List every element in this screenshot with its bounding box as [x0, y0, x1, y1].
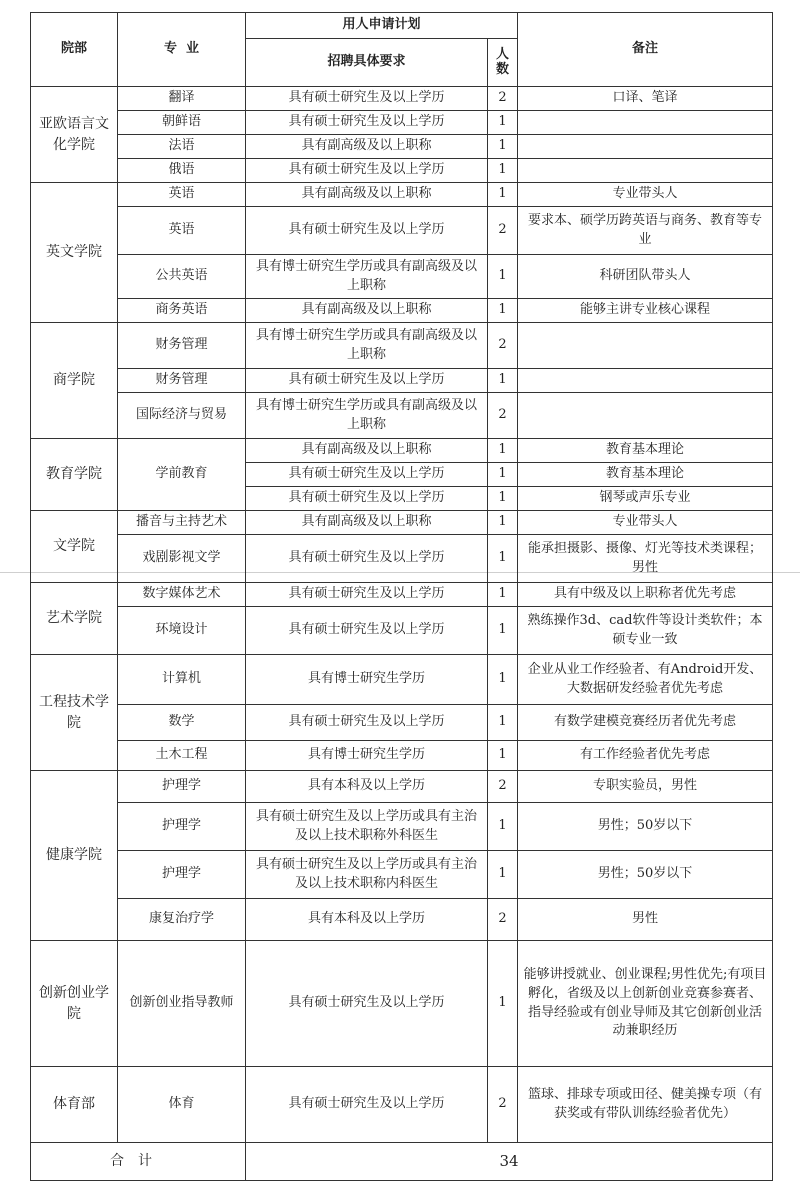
- count-cell: 1: [488, 463, 518, 487]
- requirement-cell: 具有硕士研究生及以上学历: [246, 159, 488, 183]
- requirement-cell: 具有硕士研究生及以上学历: [246, 583, 488, 607]
- count-cell: 1: [488, 255, 518, 299]
- requirement-cell: 具有硕士研究生及以上学历: [246, 369, 488, 393]
- note-cell: 能承担摄影、摄像、灯光等技术类课程；男性: [518, 535, 773, 583]
- note-cell: 有工作经验者优先考虑: [518, 741, 773, 771]
- requirement-cell: 具有本科及以上学历: [246, 771, 488, 803]
- note-cell: [518, 323, 773, 369]
- count-cell: 1: [488, 607, 518, 655]
- count-cell: 1: [488, 803, 518, 851]
- header-requirements: 招聘具体要求: [246, 39, 488, 87]
- major-cell: 商务英语: [118, 299, 246, 323]
- requirement-cell: 具有硕士研究生及以上学历: [246, 941, 488, 1067]
- requirement-cell: 具有硕士研究生及以上学历: [246, 487, 488, 511]
- note-cell: 钢琴或声乐专业: [518, 487, 773, 511]
- requirement-cell: 具有硕士研究生及以上学历: [246, 111, 488, 135]
- header-count-char: 人: [496, 47, 510, 63]
- requirement-cell: 具有硕士研究生及以上学历: [246, 87, 488, 111]
- major-cell: 环境设计: [118, 607, 246, 655]
- major-cell: 创新创业指导教师: [118, 941, 246, 1067]
- dept-cell: 英文学院: [31, 183, 118, 323]
- count-cell: 2: [488, 87, 518, 111]
- note-cell: 男性；50岁以下: [518, 803, 773, 851]
- dept-cell: 工程技术学院: [31, 655, 118, 771]
- major-cell: 计算机: [118, 655, 246, 705]
- requirement-cell: 具有博士研究生学历或具有副高级及以上职称: [246, 255, 488, 299]
- dept-cell: 商学院: [31, 323, 118, 439]
- major-cell: 康复治疗学: [118, 899, 246, 941]
- note-cell: [518, 111, 773, 135]
- header-count: [488, 39, 518, 87]
- count-cell: 1: [488, 851, 518, 899]
- note-cell: 口译、笔译: [518, 87, 773, 111]
- note-cell: 男性；50岁以下: [518, 851, 773, 899]
- requirement-cell: 具有博士研究生学历: [246, 741, 488, 771]
- major-cell: 戏剧影视文学: [118, 535, 246, 583]
- note-cell: 企业从业工作经验者、有Android开发、大数据研发经验者优先考虑: [518, 655, 773, 705]
- note-cell: [518, 159, 773, 183]
- major-cell: 法语: [118, 135, 246, 159]
- count-cell: 1: [488, 511, 518, 535]
- note-cell: 要求本、硕学历跨英语与商务、教育等专业: [518, 207, 773, 255]
- requirement-cell: 具有博士研究生学历: [246, 655, 488, 705]
- note-cell: 能够主讲专业核心课程: [518, 299, 773, 323]
- major-cell: 学前教育: [118, 439, 246, 511]
- note-cell: 专职实验员，男性: [518, 771, 773, 803]
- dept-cell: 体育部: [31, 1067, 118, 1143]
- requirement-cell: 具有硕士研究生及以上学历: [246, 705, 488, 741]
- requirement-cell: 具有硕士研究生及以上学历: [246, 607, 488, 655]
- count-cell: 2: [488, 393, 518, 439]
- count-cell: 1: [488, 535, 518, 583]
- requirement-cell: 具有本科及以上学历: [246, 899, 488, 941]
- count-cell: 1: [488, 705, 518, 741]
- note-cell: 专业带头人: [518, 511, 773, 535]
- dept-cell: 教育学院: [31, 439, 118, 511]
- note-cell: [518, 369, 773, 393]
- note-cell: 具有中级及以上职称者优先考虑: [518, 583, 773, 607]
- dept-cell: 亚欧语言文化学院: [31, 87, 118, 183]
- count-cell: 2: [488, 899, 518, 941]
- recruitment-plan-table: [30, 12, 773, 1181]
- requirement-cell: 具有硕士研究生及以上学历: [246, 1067, 488, 1143]
- count-cell: 2: [488, 771, 518, 803]
- note-cell: 能够讲授就业、创业课程;男性优先;有项目孵化，省级及以上创新创业竞赛参赛者、指导经验或有创业导师及其它创新创业活动兼职经历: [518, 941, 773, 1067]
- header-dept: 院部: [31, 13, 118, 87]
- major-cell: 体育: [118, 1067, 246, 1143]
- major-cell: 翻译: [118, 87, 246, 111]
- major-cell: 数学: [118, 705, 246, 741]
- count-cell: 2: [488, 207, 518, 255]
- requirement-cell: 具有硕士研究生及以上学历或具有主治及以上技术职称内科医生: [246, 851, 488, 899]
- requirement-cell: 具有硕士研究生及以上学历: [246, 535, 488, 583]
- header-count-char: 数: [496, 61, 510, 77]
- note-cell: [518, 393, 773, 439]
- requirement-cell: 具有博士研究生学历或具有副高级及以上职称: [246, 393, 488, 439]
- note-cell: 有数学建模竞赛经历者优先考虑: [518, 705, 773, 741]
- note-cell: 篮球、排球专项或田径、健美操专项（有获奖或有带队训练经验者优先）: [518, 1067, 773, 1143]
- requirement-cell: 具有副高级及以上职称: [246, 183, 488, 207]
- requirement-cell: 具有副高级及以上职称: [246, 439, 488, 463]
- count-cell: 1: [488, 655, 518, 705]
- major-cell: 英语: [118, 183, 246, 207]
- major-cell: 公共英语: [118, 255, 246, 299]
- count-cell: 1: [488, 135, 518, 159]
- total-label: 合计: [31, 1143, 246, 1181]
- dept-cell: 艺术学院: [31, 583, 118, 655]
- major-cell: 朝鲜语: [118, 111, 246, 135]
- major-cell: 英语: [118, 207, 246, 255]
- requirement-cell: 具有副高级及以上职称: [246, 511, 488, 535]
- note-cell: [518, 135, 773, 159]
- major-cell: 播音与主持艺术: [118, 511, 246, 535]
- requirement-cell: 具有副高级及以上职称: [246, 299, 488, 323]
- major-cell: 护理学: [118, 803, 246, 851]
- major-cell: 国际经济与贸易: [118, 393, 246, 439]
- major-cell: 护理学: [118, 851, 246, 899]
- count-cell: 1: [488, 111, 518, 135]
- requirement-cell: 具有副高级及以上职称: [246, 135, 488, 159]
- count-cell: 1: [488, 159, 518, 183]
- note-cell: 熟练操作3d、cad软件等设计类软件；本硕专业一致: [518, 607, 773, 655]
- count-cell: 1: [488, 369, 518, 393]
- note-cell: 专业带头人: [518, 183, 773, 207]
- dept-cell: 创新创业学院: [31, 941, 118, 1067]
- note-cell: 教育基本理论: [518, 439, 773, 463]
- note-cell: 科研团队带头人: [518, 255, 773, 299]
- count-cell: 1: [488, 439, 518, 463]
- requirement-cell: 具有硕士研究生及以上学历: [246, 207, 488, 255]
- count-cell: 1: [488, 941, 518, 1067]
- total-value: 34: [246, 1143, 773, 1181]
- note-cell: 教育基本理论: [518, 463, 773, 487]
- note-cell: 男性: [518, 899, 773, 941]
- header-plan: 用人申请计划: [246, 13, 518, 39]
- header-notes: 备注: [518, 13, 773, 87]
- count-cell: 2: [488, 1067, 518, 1143]
- major-cell: 俄语: [118, 159, 246, 183]
- count-cell: 1: [488, 183, 518, 207]
- major-cell: 数字媒体艺术: [118, 583, 246, 607]
- major-cell: 财务管理: [118, 323, 246, 369]
- count-cell: 1: [488, 487, 518, 511]
- dept-cell: 文学院: [31, 511, 118, 583]
- requirement-cell: 具有博士研究生学历或具有副高级及以上职称: [246, 323, 488, 369]
- header-major: 专 业: [118, 13, 246, 87]
- count-cell: 1: [488, 583, 518, 607]
- count-cell: 1: [488, 741, 518, 771]
- requirement-cell: 具有硕士研究生及以上学历或具有主治及以上技术职称外科医生: [246, 803, 488, 851]
- count-cell: 2: [488, 323, 518, 369]
- requirement-cell: 具有硕士研究生及以上学历: [246, 463, 488, 487]
- major-cell: 土木工程: [118, 741, 246, 771]
- dept-cell: 健康学院: [31, 771, 118, 941]
- major-cell: 护理学: [118, 771, 246, 803]
- major-cell: 财务管理: [118, 369, 246, 393]
- count-cell: 1: [488, 299, 518, 323]
